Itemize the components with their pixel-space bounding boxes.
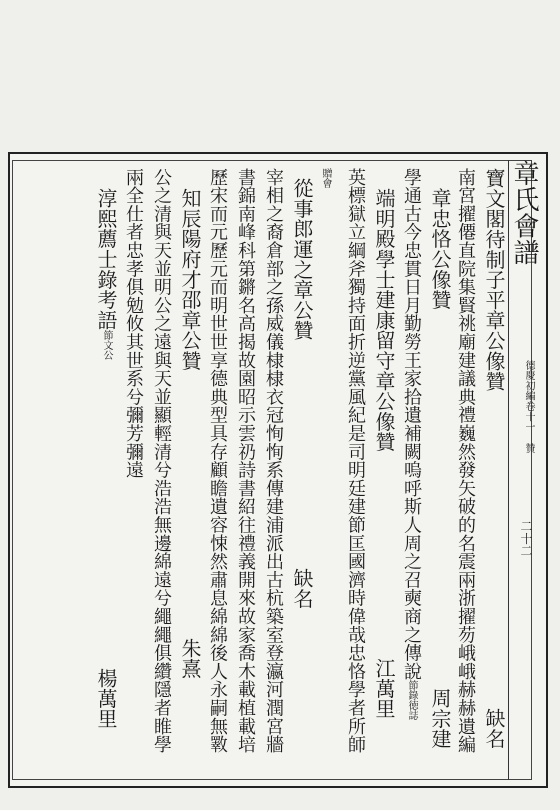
column-sign-8 (290, 568, 314, 609)
book-title: 章氏會譜 (509, 160, 539, 266)
column-sign-5 (372, 658, 396, 719)
heading-text: 寶文閣待制子平章公像贊 (482, 168, 506, 392)
column-sign-3 (428, 688, 452, 749)
volume-label: 德慶初編卷十一 贊 (523, 360, 534, 454)
column-title-8 (290, 178, 314, 340)
column-sign-12 (178, 638, 202, 679)
column-title-1 (482, 168, 506, 391)
heading-text: 端明殿學士建康留守章公像贊 (372, 188, 396, 452)
verse-text: 學通古今忠貫日月勤勞王家拾遺補闕嗚呼斯人周之召奭商之傳說 (401, 168, 422, 681)
author-name: 江萬里 (372, 658, 396, 719)
heading-text: 章忠恪公像贊 (428, 188, 452, 310)
column-title-3 (428, 188, 452, 310)
column-title-12 (178, 188, 202, 371)
verse-text: 歷宋而元歷元而明世世享德典型具存顧瞻遺容悚然肅息綿綿後人永嗣無斁 (207, 168, 228, 754)
annotation: 節錄徳誌 (406, 680, 417, 721)
verse-text: 英標獄立綱斧獨持面折逆黨風紀是司明廷建節匡國濟時偉哉忠恪學者所師 (345, 168, 366, 754)
column-text-6 (344, 168, 366, 754)
column-sign-1 (482, 708, 506, 749)
column-text-4 (400, 168, 422, 720)
column-text-2 (454, 168, 476, 754)
column-note-7 (320, 168, 330, 189)
author-name: 朱熹 (178, 638, 202, 679)
heading-text: 知辰陽府才邵章公贊 (178, 188, 202, 371)
column-text-14 (122, 168, 144, 479)
verse-text: 兩全仕者忠孝俱勉攸其世系兮彌芳彌遠 (123, 168, 144, 480)
top-margin (0, 0, 560, 150)
verse-text: 南宮擢僊直院集賢祧廟建議典禮巍然發矢破的名震兩浙擢芴峨峨赫赫遺編 (455, 168, 476, 754)
column-title-15 (94, 188, 118, 360)
annotation: 贈會 (320, 168, 331, 189)
author-name: 缺名 (482, 708, 506, 749)
author-name: 缺名 (290, 568, 314, 609)
column-text-9 (262, 168, 284, 754)
verse-text: 書錦南峰科第鏘名高揭故園昭示雲礽詩書紹往禮義開來故家喬木載植載培 (235, 168, 256, 754)
author-name: 楊萬里 (94, 668, 118, 729)
column-text-10 (234, 168, 256, 754)
column-sign-15 (94, 668, 118, 729)
column-text-13 (150, 168, 172, 754)
column-text-11 (206, 168, 228, 754)
page-number: 二十二 (519, 520, 533, 557)
annotation: 節文公 (101, 330, 112, 361)
author-name: 周宗建 (428, 688, 452, 749)
heading-text: 從事郎運之章公贊 (290, 178, 314, 341)
column-title-5 (372, 188, 396, 452)
heading-text: 淳熙薦士錄考語 (94, 188, 118, 331)
verse-text: 宰相之裔倉部之孫威儀棣棣衣冠恂恂系傳建浦派出古杭築室登瀛河潤宮牆 (263, 168, 284, 754)
verse-text: 公之清與天並明公之遠與天並顯輕清兮浩浩無邊綿遠兮繩繩俱纘隱者睢學 (151, 168, 172, 754)
